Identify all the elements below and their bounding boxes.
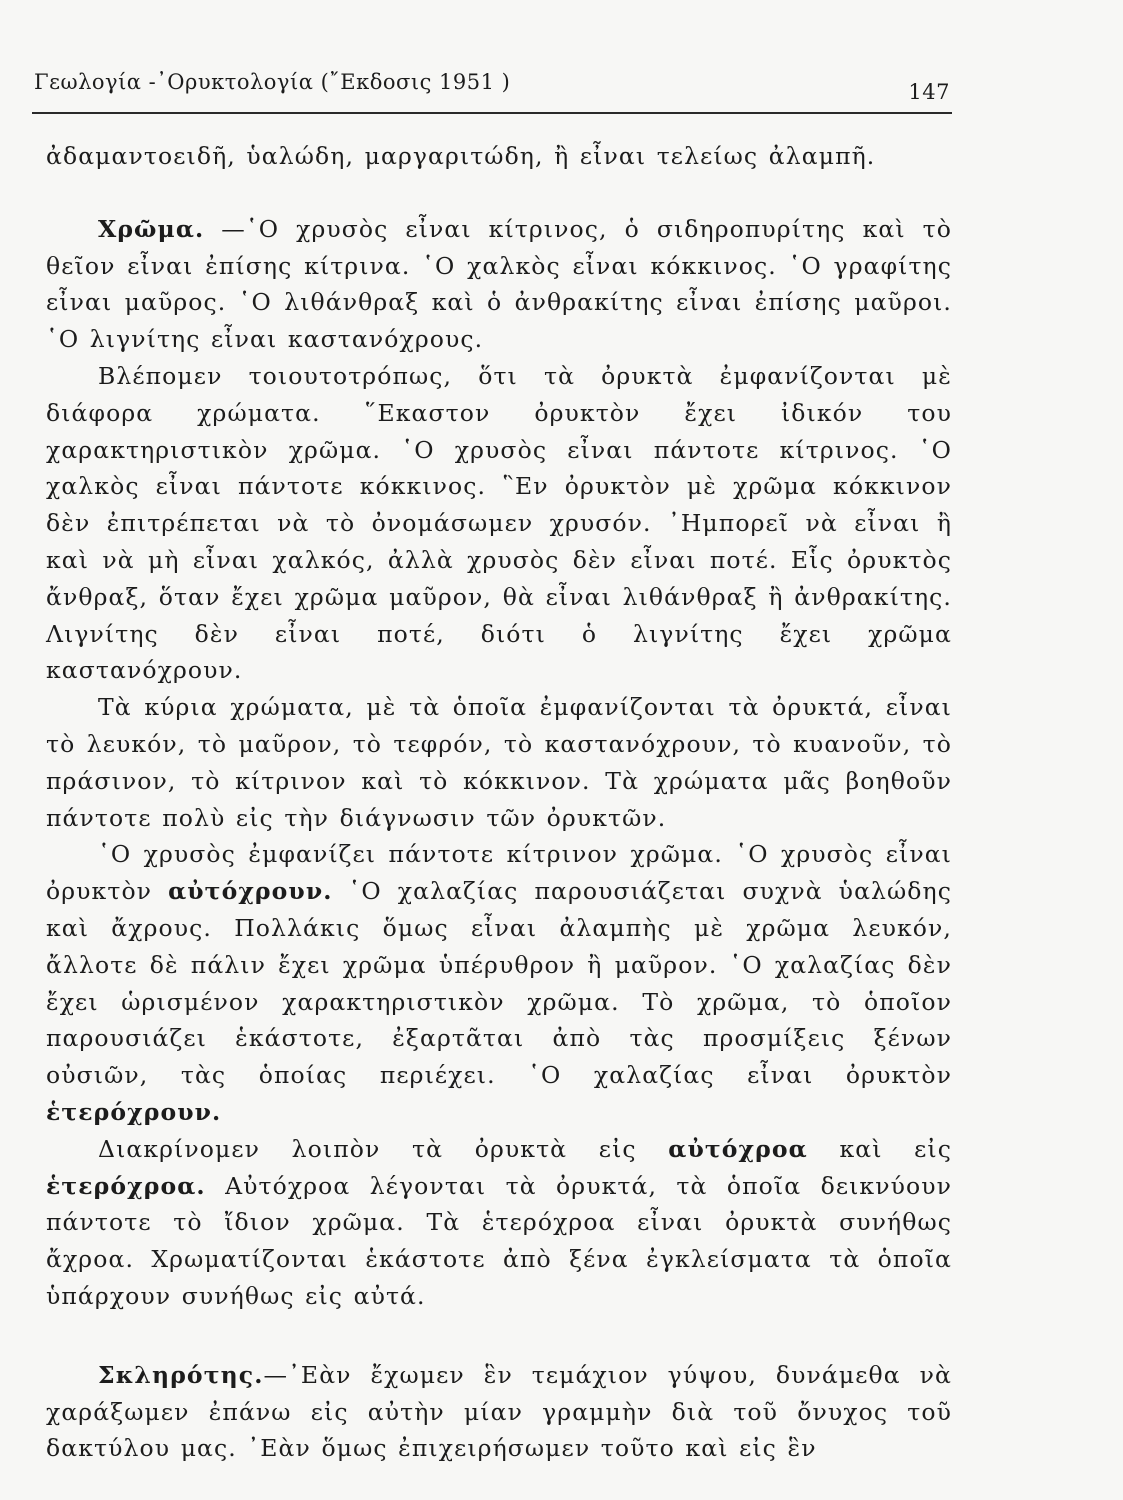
p5-text-a: Διακρίνομεν λοιπὸν τὰ ὀρυκτὰ εἰς bbox=[98, 1134, 669, 1163]
paragraph-hardness-text: —᾿Εὰν ἔχωμεν ἓν τεμάχιον γύψου, δυνάμεθα νὰ χαράξωμεν ἐπάνω εἰς αὐτὴν μίαν γραμμὴν διὰ τοῦ ὄνυχος τοῦ δακτύλου μας. ᾿Εὰν ὅμως ἐπιχειρήσωμεν τοῦτο καὶ εἰς ἓν bbox=[46, 1360, 952, 1463]
term-heterochroun: ἑτερόχρουν. bbox=[46, 1097, 222, 1126]
p5-text-d: Αὐτόχροα λέγονται τὰ ὀρυκτά, τὰ ὁποῖα δεικνύουν πάντοτε τὸ ἴδιον χρῶμα. Τὰ ἑτερόχροα εἶναι ὀρυκτὰ συνήθως ἄχροα. Χρωματίζονται ἑκάστοτε ἀπὸ ξένα ἐγκλείσματα τὰ ὁποῖα ὑπάρχουν συνήθως εἰς αὐτά. bbox=[46, 1171, 952, 1310]
paragraph-color-text: —῾Ο χρυσὸς εἶναι κίτρινος, ὁ σιδηροπυρίτης καὶ τὸ θεῖον εἶναι ἐπίσης κίτρινα. ῾Ο χαλκὸς εἶναι κόκκινος. ῾Ο γραφίτης εἶναι μαῦρος. ῾Ο λιθάνθραξ καὶ ὁ ἀνθρακίτης εἶναι ἐπίσης μαῦροι. ῾Ο λιγνίτης εἶναι καστανόχρους. bbox=[46, 214, 952, 354]
header-rule bbox=[32, 112, 952, 114]
section-heading-hardness: Σκληρότης. bbox=[98, 1360, 264, 1389]
paragraph-color-2: Βλέπομεν τοιουτοτρόπως, ὅτι τὰ ὀρυκτὰ ἐμφανίζονται μὲ διάφορα χρώματα. ῞Εκαστον ὀρυκτὸν ἔχει ἰδικόν του χαρακτηριστικὸν χρῶμα. ῾Ο χρυσὸς εἶναι πάντοτε κίτρινος. ῾Ο χαλκὸς εἶναι πάντοτε κόκκινος. ῝Εν ὀρυκτὸν μὲ χρῶμα κόκκινον δὲν ἐπιτρέπεται νὰ τὸ ὀνομάσωμεν χρυσόν. ᾿Ημπορεῖ νὰ εἶναι ἢ καὶ νὰ μὴ εἶναι χαλκός, ἀλλὰ χρυσὸς δὲν εἶναι ποτέ. Εἷς ὀρυκτὸς ἄνθραξ, ὅταν ἔχει χρῶμα μαῦρον, θὰ εἶναι λιθάνθραξ ἢ ἀνθρακίτης. Λιγνίτης δὲν εἶναι ποτέ, διότι ὁ λιγνίτης ἔχει χρῶμα καστανόχρουν. bbox=[46, 361, 952, 685]
body-text bbox=[46, 138, 952, 1467]
paragraph-color-4 bbox=[46, 836, 952, 1130]
p4-text-c: ῾Ο χαλαζίας παρουσιάζεται συχνὰ ὑαλώδης καὶ ἄχρους. Πολλάκις ὅμως εἶναι ἀλαμπὴς μὲ χρῶμα λευκόν, ἄλλοτε δὲ πάλιν ἔχει χρῶμα ὑπέρυθρον ἢ μαῦρον. ῾Ο χαλαζίας δὲν ἔχει ὡρισμένον χαρακτηριστικὸν χρῶμα. Τὸ χρῶμα, τὸ ὁποῖον παρουσιάζει ἑκάστοτε, ἐξαρτᾶται ἀπὸ τὰς προσμίξεις ξένων οὐσιῶν, τὰς ὁποίας περιέχει. ῾Ο χαλαζίας εἶναι ὀρυκτὸν bbox=[46, 877, 952, 1090]
p5-text-c: καὶ εἰς bbox=[807, 1134, 953, 1163]
paragraph-color-5 bbox=[46, 1131, 952, 1315]
paragraph-color bbox=[46, 211, 952, 358]
term-heterochroa: ἑτερόχροα. bbox=[46, 1171, 206, 1200]
page-number: 147 bbox=[908, 80, 950, 104]
p4-text-a: ῾Ο χρυσὸς ἐμφανίζει πάντοτε κίτρινον χρῶμα. ῾Ο χρυσὸς εἶναι ὀρυκτὸν bbox=[46, 840, 952, 906]
paragraph-hardness bbox=[46, 1357, 952, 1467]
section-heading-color: Χρῶμα. bbox=[98, 214, 205, 243]
paragraph-color-3: Τὰ κύρια χρώματα, μὲ τὰ ὁποῖα ἐμφανίζονται τὰ ὀρυκτά, εἶναι τὸ λευκόν, τὸ μαῦρον, τὸ τεφρόν, τὸ καστανόχρουν, τὸ κυανοῦν, τὸ πράσινον, τὸ κίτρινον καὶ τὸ κόκκινον. Τὰ χρώματα μᾶς βοηθοῦν πάντοτε πολὺ εἰς τὴν διάγνωσιν τῶν ὀρυκτῶν. bbox=[46, 693, 952, 832]
paragraph-continuation: ἀδαμαντοειδῆ, ὑαλώδη, μαργαριτώδη, ἢ εἶναι τελείως ἀλαμπῆ. bbox=[46, 142, 876, 170]
running-header bbox=[34, 70, 950, 104]
term-autochroa: αὐτόχροα bbox=[668, 1134, 808, 1163]
running-title: Γεωλογία -᾿Ορυκτολογία (῎Εκδοσις 1951 ) bbox=[34, 70, 511, 94]
term-autochroun: αὐτόχρουν. bbox=[168, 877, 333, 906]
